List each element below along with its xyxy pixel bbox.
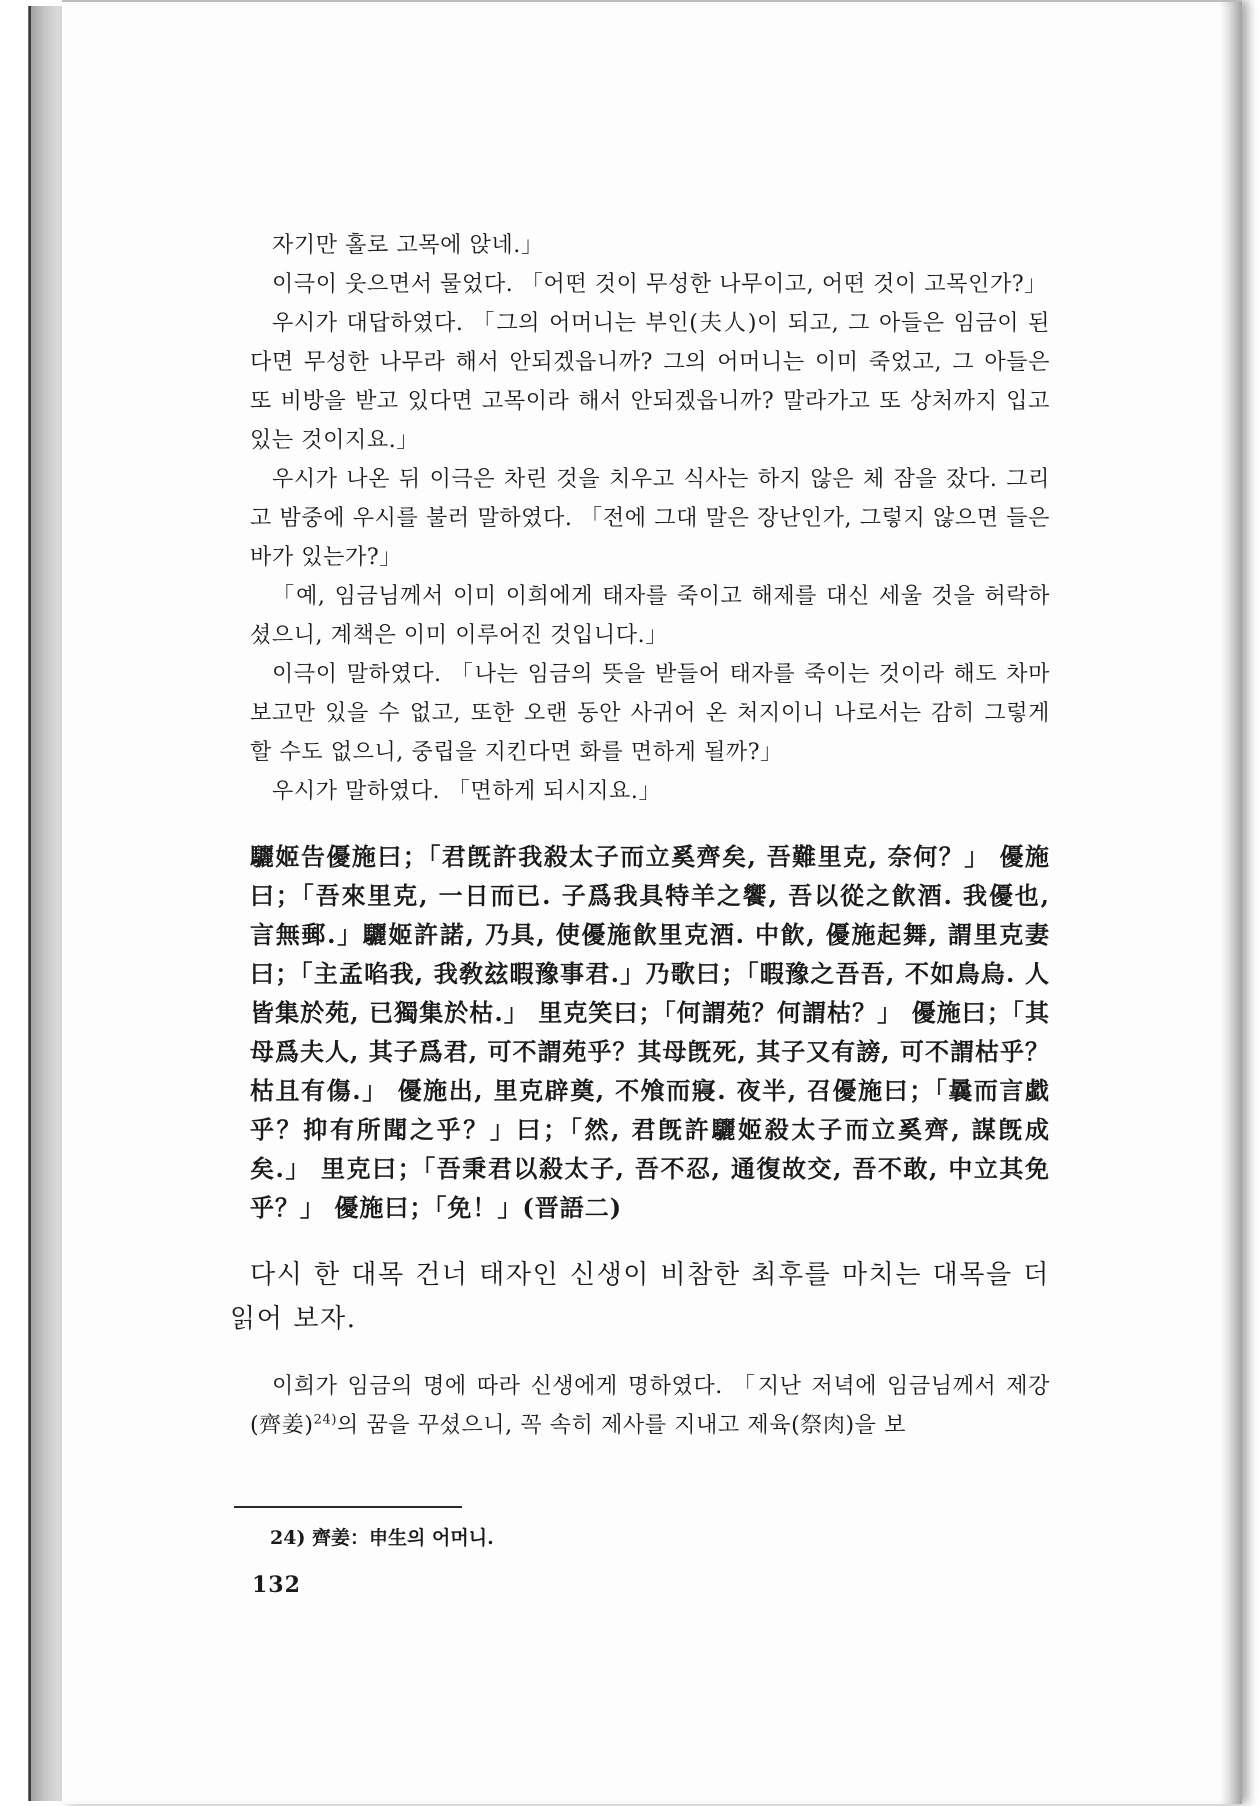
footnote-divider: [234, 1506, 462, 1508]
spine-edge-line: [29, 6, 31, 1801]
paragraph-3: 우시가 대답하였다. 「그의 어머니는 부인(夫人)이 되고, 그 아들은 임금이 된다면 무성한 나무라 해서 안되겠읍니까? 그의 어머니는 이미 죽었고, 그 아들은 또 비방을 받고 있다면 고목이라 해서 안되겠읍니까? 말라가고 또 상처까지 입고 있는 것이지요.」: [250, 311, 1050, 453]
footnote-reference: 24): [313, 1412, 337, 1428]
page-edge-shadow: [1220, 2, 1242, 1804]
paragraph-continued: [250, 1367, 1050, 1445]
paragraph-1: 자기만 홀로 고목에 앉네.」: [272, 233, 544, 258]
page-body: [230, 226, 1050, 1445]
page-number: 132: [252, 1572, 301, 1598]
paragraph-2: 이극이 웃으면서 물었다. 「어떤 것이 무성한 나무이고, 어떤 것이 고목인가?」: [272, 272, 1047, 297]
footnote: 24) 齊姜：申生의 어머니.: [270, 1527, 494, 1549]
author-narration: 다시 한 대목 건너 태자인 신생이 비참한 최후를 마치는 대목을 더 읽어 보자.: [230, 1260, 1050, 1334]
paragraph-6: 이극이 말하였다. 「나는 임금의 뜻을 받들어 태자를 죽이는 것이라 해도 차마 보고만 있을 수 없고, 또한 오랜 동안 사귀어 온 처지이니 나로서는 감히 그렇게 할 수도 없으니, 중립을 지킨다면 화를 면하게 될까?」: [250, 662, 1050, 765]
classical-chinese-quotation: 驪姬告優施曰；「君旣許我殺太子而立奚齊矣, 吾難里克, 奈何？」 優施曰；「吾來里克, 一日而已. 子爲我具特羊之饗, 吾以從之飮酒. 我優也, 言無郵.」驪姬許諾, 乃具, 使優施飮里克酒. 中飮, 優施起舞, 謂里克妻曰；「主孟啗我, 我敎玆暇豫事君.」乃歌曰；「暇豫之吾吾, 不如鳥烏. 人皆集於苑, 已獨集於枯.」 里克笑曰；「何謂苑？何謂枯？」 優施曰；「其母爲夫人, 其子爲君, 可不謂苑乎？其母旣死, 其子又有謗, 可不謂枯乎？枯且有傷.」 優施出, 里克辟奠, 不飧而寢. 夜半, 召優施曰；「曩而言戱乎？抑有所聞之乎？」曰；「然, 君旣許驪姬殺太子而立奚齊, 謀旣成矣.」 里克曰；「吾秉君以殺太子, 吾不忍, 通復故交, 吾不敢, 中立其免乎？」 優施曰；「免！」(晋語二): [250, 842, 1050, 1222]
paragraph-7: 우시가 말하였다. 「면하게 되시지요.」: [272, 779, 662, 804]
paragraph-continued-text-end: 의 꿈을 꾸셨으니, 꼭 속히 제사를 지내고 제육(祭肉)을 보: [337, 1413, 906, 1438]
book-spine: [28, 6, 65, 1801]
paragraph-4: 우시가 나온 뒤 이극은 차린 것을 치우고 식사는 하지 않은 체 잠을 잤다. 그리고 밤중에 우시를 불러 말하였다. 「전에 그대 말은 장난인가, 그렇지 않으면 들은 바가 있는가?」: [250, 467, 1050, 570]
paragraph-continued-text-start: 이희가 임금의 명에 따라 신생에게 명하였다. 「지난 저녁에 임금님께서 제강(齊姜): [250, 1374, 1050, 1438]
paragraph-5: 「예, 임금님께서 이미 이희에게 태자를 죽이고 해제를 대신 세울 것을 허락하셨으니, 계책은 이미 이루어진 것입니다.」: [250, 584, 1050, 648]
